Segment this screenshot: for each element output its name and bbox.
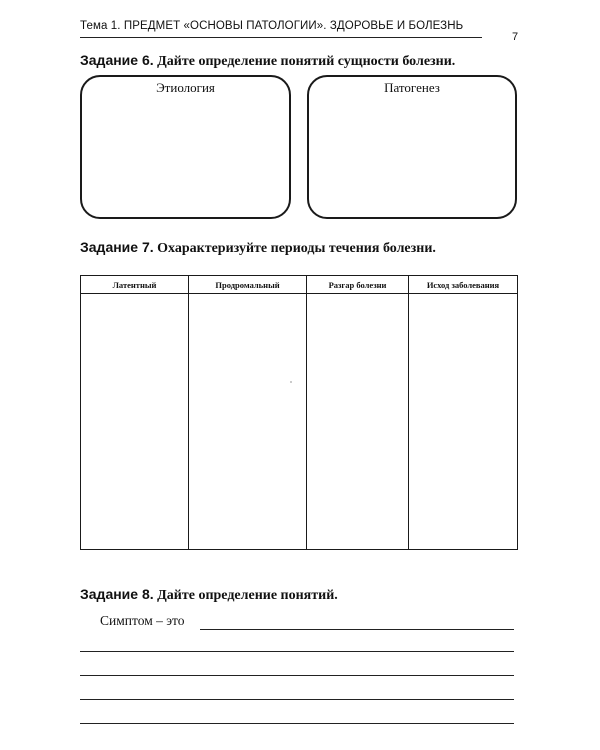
answer-line[interactable] [200,629,514,630]
symptom-term: Симптом – это [100,613,185,628]
task7-label: Задание 7. [80,239,154,255]
task6-heading [80,52,455,70]
task6-text: Дайте определение понятий сущности болезни. [157,54,456,69]
task6-label: Задание 6. [80,52,154,68]
task8-text: Дайте определение понятий. [157,588,338,603]
answer-cell-prodromal[interactable] [189,294,307,550]
periods-table [80,275,518,550]
task7-heading [80,239,436,257]
page-number: 7 [512,31,519,43]
task8-label: Задание 8. [80,586,154,602]
answer-line[interactable] [80,675,514,676]
column-header-height: Разгар болезни [307,276,409,294]
print-speck [290,381,292,383]
pathogenesis-box-title: Патогенез [384,80,440,95]
answer-cell-latent[interactable] [81,294,189,550]
pathogenesis-box[interactable] [307,75,517,219]
periods-answer-row [81,294,518,550]
column-header-latent: Латентный [81,276,189,294]
task7-text: Охарактеризуйте периоды течения болезни. [157,241,436,256]
column-header-prodromal: Продромальный [189,276,307,294]
header-title: Тема 1. ПРЕДМЕТ «ОСНОВЫ ПАТОЛОГИИ». ЗДОРОВЬЕ И БОЛЕЗНЬ [80,20,464,32]
periods-header-row [81,276,518,294]
answer-line[interactable] [80,723,514,724]
answer-cell-height[interactable] [307,294,409,550]
task8-heading [80,586,338,604]
etiology-box[interactable] [80,75,291,219]
header-rule [80,37,482,38]
column-header-outcome: Исход заболевания [409,276,518,294]
answer-line[interactable] [80,651,514,652]
answer-line[interactable] [80,699,514,700]
etiology-box-title: Этиология [156,80,215,95]
answer-cell-outcome[interactable] [409,294,518,550]
